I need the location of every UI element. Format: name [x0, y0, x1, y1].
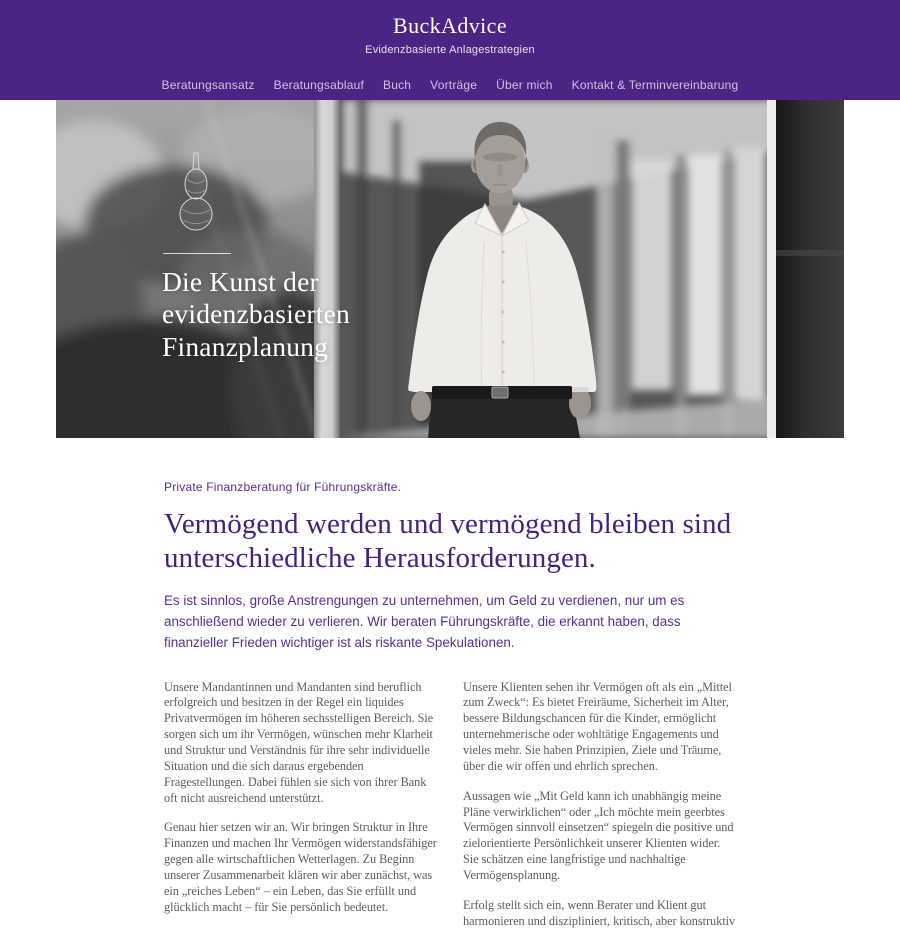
right-paragraph-3: Erfolg stellt sich ein, wenn Berater und Klient gut harmonieren und diszipliniert, kritisch, aber konstruktiv [463, 897, 736, 928]
main-content [164, 480, 736, 944]
eyebrow-label: Private Finanzberatung für Führungskräfte. [164, 480, 402, 494]
gourd-sketch-icon [152, 146, 242, 256]
site-header [0, 0, 900, 100]
right-paragraph-1: Unsere Klienten sehen ihr Vermögen oft als ein „Mittel zum Zweck“: Es bietet Freiräume, Sicherheit im Alter, bessere Bildungschancen für die Kinder, ermöglicht unternehmerische oder wohltätige Engagements und vieles mehr. Sie haben Prinzipien, Ziele und Träume, über die wir offen und ehrlich sprechen. [463, 679, 732, 773]
left-column [164, 680, 437, 944]
hero-section [56, 100, 844, 438]
page-title: Vermögend werden und vermögend bleiben sind unterschiedliche Herausforderungen. [164, 508, 732, 574]
nav-item-beratungsansatz[interactable]: Beratungsansatz [161, 78, 255, 92]
nav-item-vortraege[interactable]: Vorträge [430, 78, 478, 92]
nav-item-kontakt[interactable]: Kontakt & Terminvereinbarung [571, 78, 739, 92]
body-columns [164, 680, 736, 944]
nav-item-buch[interactable]: Buch [383, 78, 412, 92]
main-nav [162, 78, 739, 92]
left-paragraph-2: Genau hier setzen wir an. Wir bringen Struktur in Ihre Finanzen und machen Ihr Vermögen widerstandsfähiger gegen alle wirtschaftlichen Wetterlagen. Zu Beginn unserer Zusammenarbeit klären wir aber zunächst, was ein „reiches Leben“ – ein Leben, das Sie erfüllt und glücklich macht – für Sie persönlich bedeutet. [164, 820, 437, 914]
lead-paragraph: Es ist sinnlos, große Anstrengungen zu unternehmen, um Geld zu verdienen, nur um es anschließend wieder zu verlieren. Wir beraten Führungskräfte, die erkannt haben, dass finanzieller Frieden wichtiger ist als riskante Spekulationen. [164, 593, 685, 650]
site-subtitle: Evidenzbasierte Anlagestrategien [365, 44, 535, 56]
nav-item-beratungsablauf[interactable]: Beratungsablauf [273, 78, 365, 92]
left-paragraph-1: Unsere Mandantinnen und Mandanten sind beruflich erfolgreich und besitzen in der Regel ein liquides Privatvermögen im höheren sechsstelligen Bereich. Sie sorgen sich um ihr Vermögen, wünschen mehr Klarheit und Struktur und Verständnis für ihre sehr individuelle Situation und die sich daraus ergebenden Fragestellungen. Dabei fühlen sie sich von ihrer Bank oft nicht ausreichend unterstützt. [164, 679, 434, 805]
site-title: BuckAdvice [393, 13, 507, 38]
hero-divider [163, 253, 231, 254]
right-paragraph-2: Aussagen wie „Mit Geld kann ich unabhängig meine Pläne verwirklichen“ oder „Ich möchte mein geerbtes Vermögen sinnvoll einsetzen“ spiegeln die positive und zielorientierte Persönlichkeit unserer Klienten wider. Sie schätzen eine langfristige und nachhaltige Vermögensplanung. [463, 788, 734, 882]
right-column [463, 680, 736, 944]
hero-heading-line-3: Finanzplanung [162, 330, 329, 362]
hero-heading [162, 266, 350, 363]
hero-heading-line-2: evidenzbasierten [162, 298, 350, 330]
nav-item-ueber-mich[interactable]: Über mich [496, 78, 553, 92]
hero-heading-line-1: Die Kunst der [162, 266, 319, 297]
